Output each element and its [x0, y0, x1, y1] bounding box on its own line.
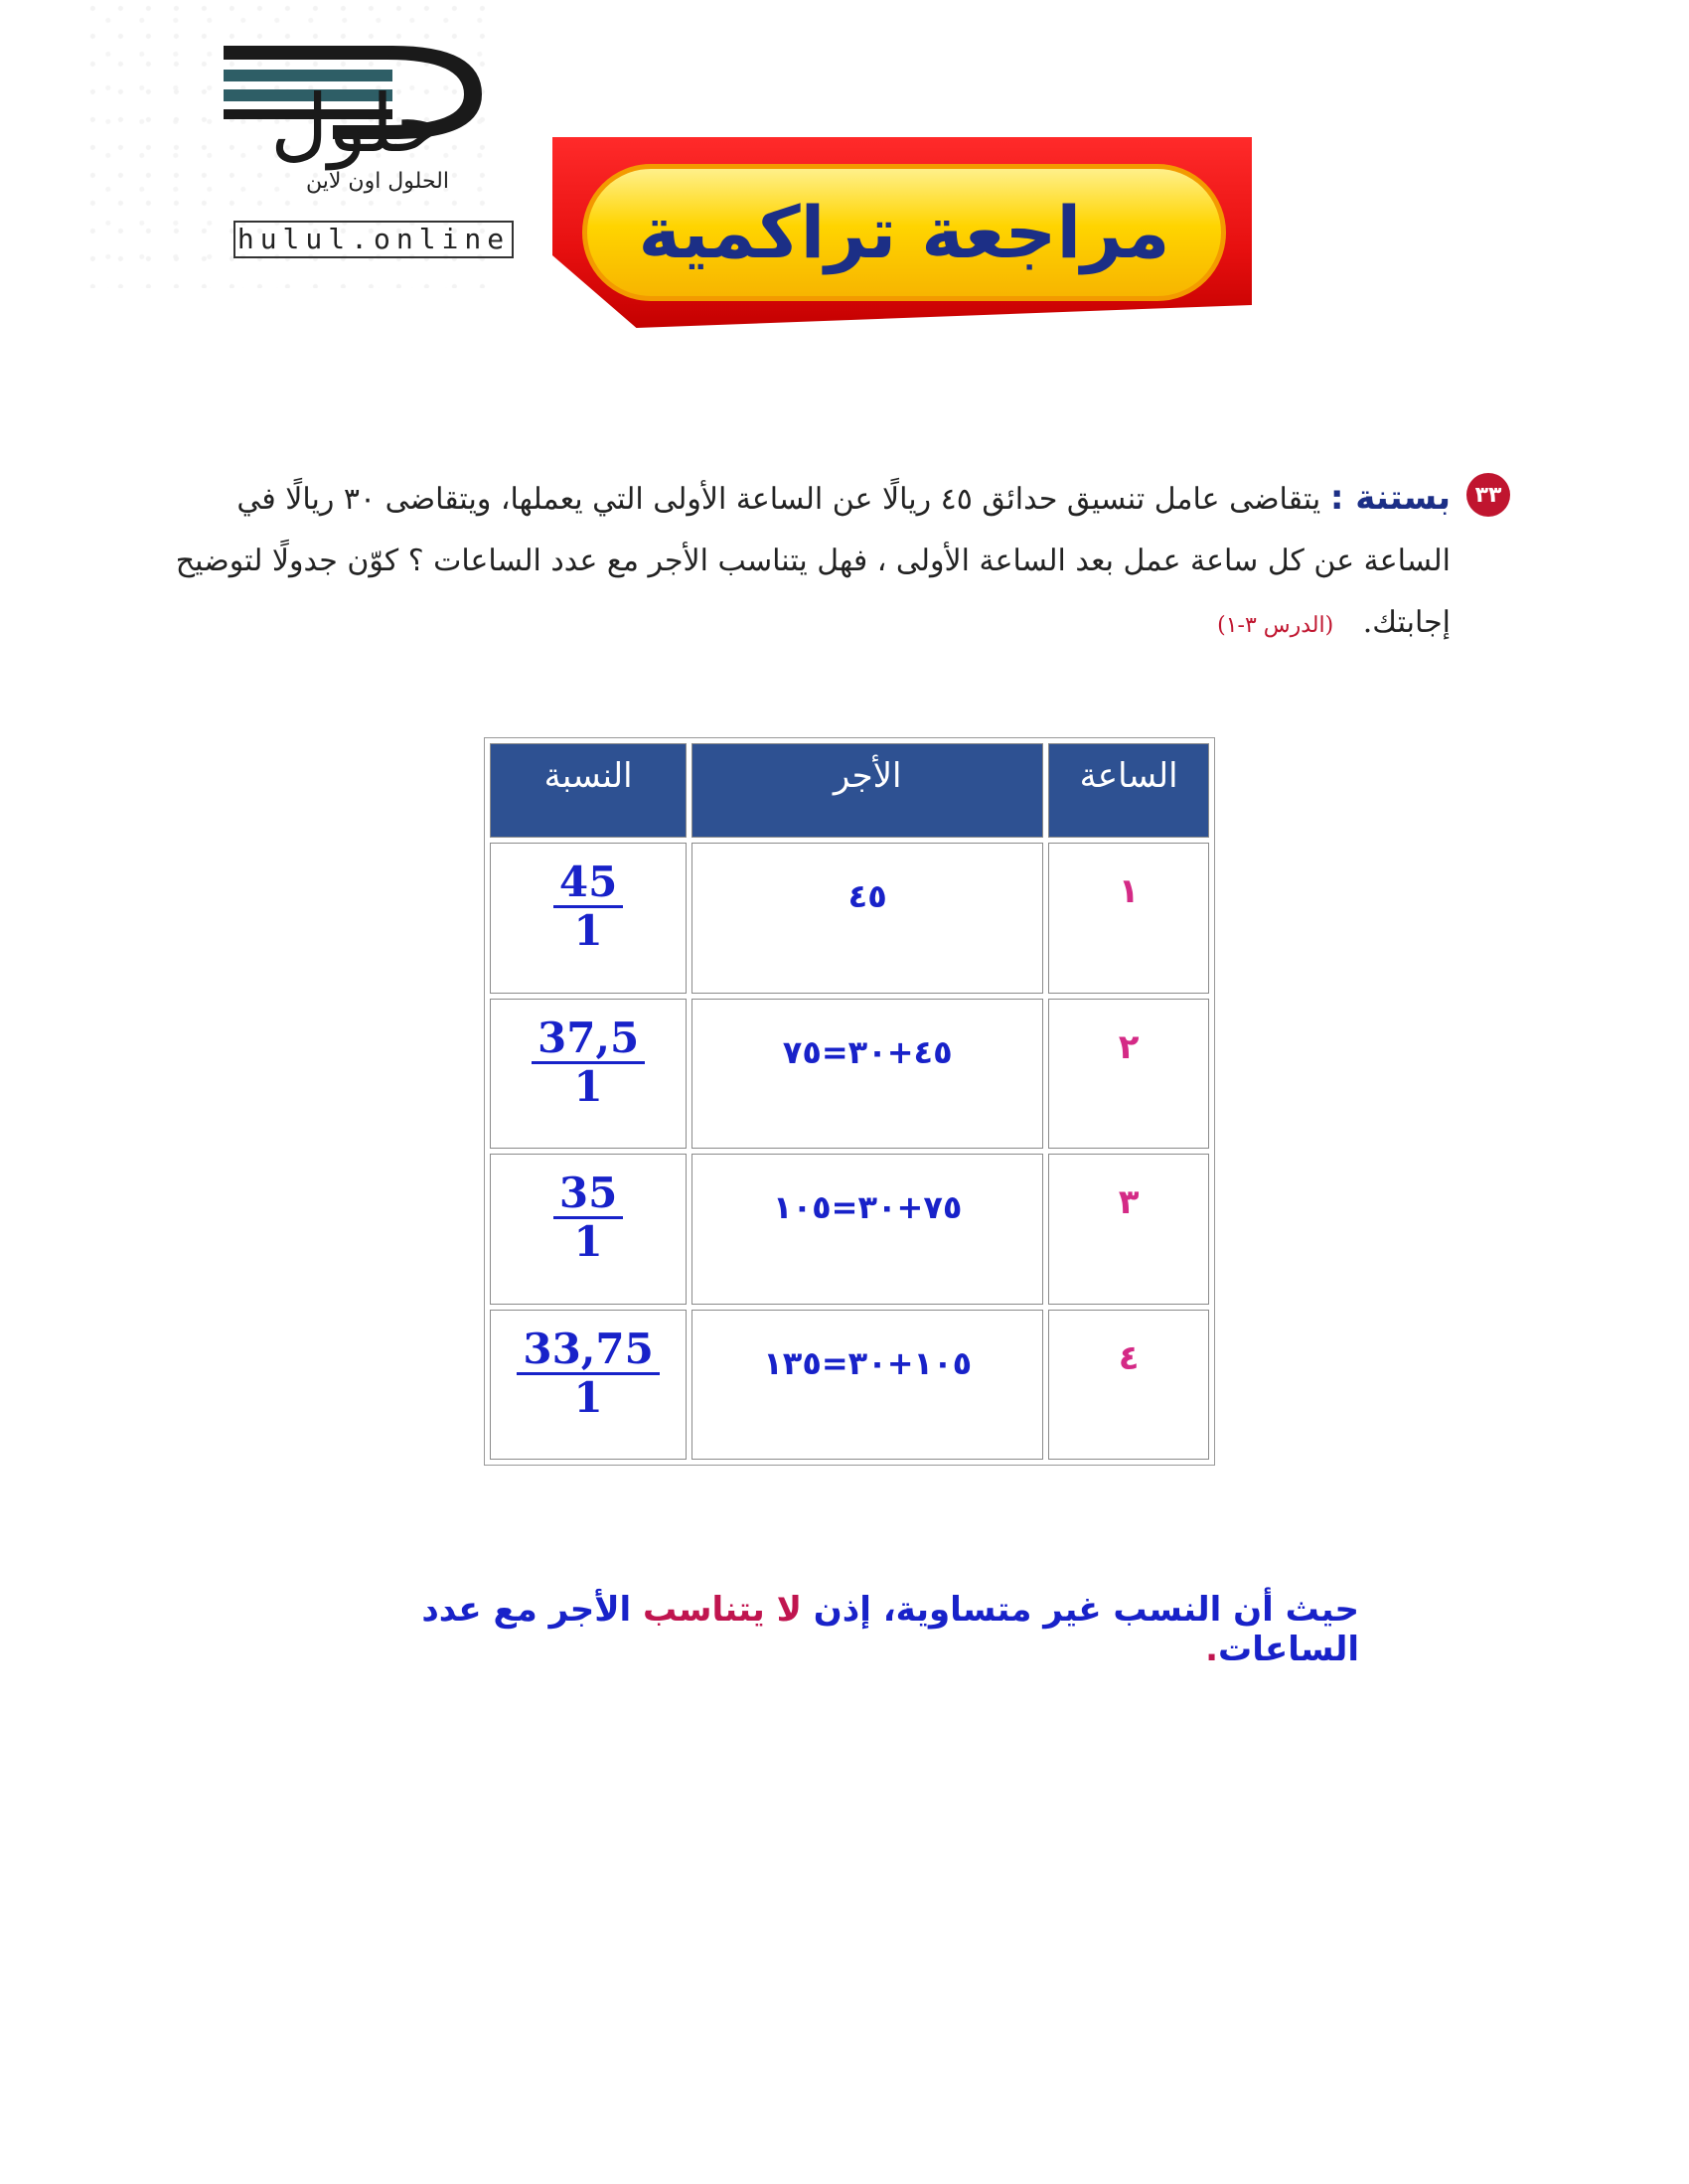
conclusion-end: .	[1205, 1630, 1219, 1669]
logo-url: hulul.online	[233, 221, 514, 258]
lesson-reference: (الدرس ٣-١)	[1217, 613, 1334, 638]
ratio-cell	[490, 1310, 687, 1461]
pay-cell: ٧٥+٣٠=١٠٥	[691, 1154, 1043, 1305]
table-header-row	[490, 743, 1209, 838]
logo	[84, 0, 511, 288]
table-row	[490, 843, 1209, 994]
conclusion-part1: حيث أن النسب غير متساوية، إذن	[813, 1590, 1359, 1630]
question-text-block	[159, 467, 1451, 657]
question-text: يتقاضى عامل تنسيق حدائق ٤٥ ريالًا عن الساعة الأولى التي يعملها، ويتقاضى ٣٠ ريالًا في الساعة عن كل ساعة عمل بعد الساعة الأولى ، فهل يتناسب الأجر مع عدد الساعات ؟ كوّن جدولًا لتوضيح إجابتك.	[175, 482, 1451, 640]
logo-subtitle: الحلول اون لاين	[306, 169, 449, 194]
ratio-numerator: 35	[553, 1170, 623, 1219]
question-number: ٣٣	[1466, 473, 1510, 517]
page-title: مراجعة تراكمية	[638, 191, 1170, 274]
header-pay: الأجر	[691, 743, 1043, 838]
question-topic: بستنة :	[1329, 478, 1451, 518]
ratio-numerator: 45	[553, 859, 623, 908]
table-row	[490, 1310, 1209, 1461]
conclusion-part3: الأجر مع عدد الساعات	[421, 1590, 1359, 1669]
ratio-numerator: 37,5	[532, 1015, 645, 1064]
logo-mark-text: حلول	[270, 78, 445, 170]
ratio-fraction	[517, 1326, 660, 1421]
pay-cell: ٤٥	[691, 843, 1043, 994]
ratio-fraction	[532, 1015, 645, 1110]
hour-cell: ٢	[1048, 999, 1209, 1150]
hour-cell: ١	[1048, 843, 1209, 994]
question-block	[149, 467, 1510, 656]
ratio-denominator: 1	[573, 906, 603, 955]
conclusion-part2: لا يتناسب	[643, 1590, 802, 1630]
ratio-fraction	[553, 859, 623, 954]
answer-table	[484, 737, 1215, 1466]
hour-cell: ٣	[1048, 1154, 1209, 1305]
table-row	[490, 999, 1209, 1150]
ratio-numerator: 33,75	[517, 1326, 660, 1375]
header-hour: الساعة	[1048, 743, 1209, 838]
ratio-denominator: 1	[573, 1217, 603, 1266]
pay-cell: ٤٥+٣٠=٧٥	[691, 999, 1043, 1150]
hour-cell: ٤	[1048, 1310, 1209, 1461]
pay-cell: ١٠٥+٣٠=١٣٥	[691, 1310, 1043, 1461]
ratio-cell	[490, 999, 687, 1150]
header-ratio: النسبة	[490, 743, 687, 838]
table-row	[490, 1154, 1209, 1305]
ratio-fraction	[553, 1170, 623, 1265]
conclusion	[298, 1590, 1359, 1669]
ratio-denominator: 1	[573, 1061, 603, 1111]
banner	[582, 164, 1226, 301]
ratio-cell	[490, 843, 687, 994]
ratio-denominator: 1	[573, 1372, 603, 1422]
ratio-cell	[490, 1154, 687, 1305]
